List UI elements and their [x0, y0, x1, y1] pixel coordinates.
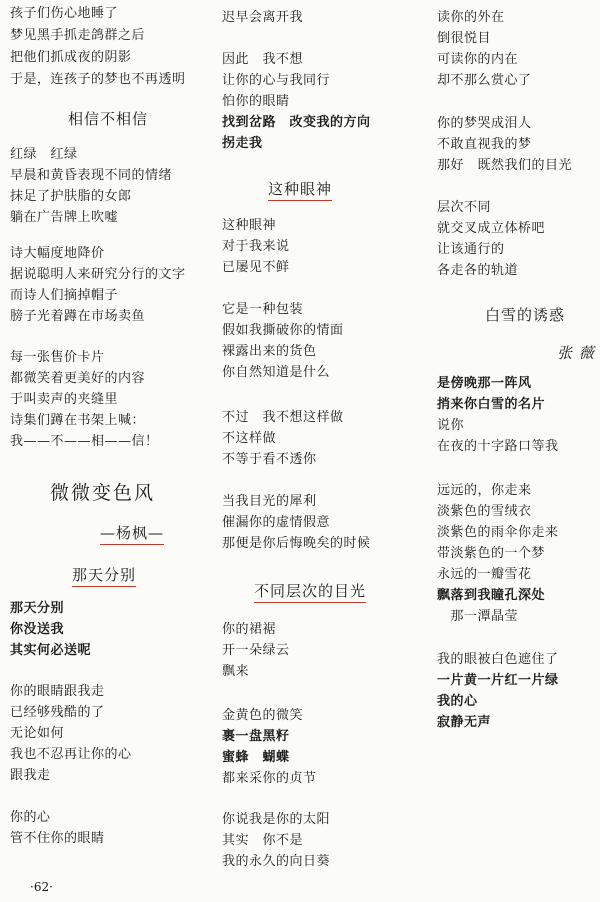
poem-line: 开一朵绿云 [222, 643, 290, 658]
poem-line: 因此 我不想 [222, 52, 304, 67]
poem-line: 当我目光的犀利 [222, 494, 317, 509]
poem-line: 诗大幅度地降价 [10, 246, 105, 261]
poem-line: 远远的，你走来 [437, 483, 532, 498]
poem-line: 诗集们蹲在书架上喊： [10, 413, 146, 428]
poem-line: 催漏你的虚情假意 [222, 515, 331, 530]
poem-line: 不等于看不透你 [222, 452, 317, 467]
page-number: ·62· [30, 880, 53, 894]
poem-line: 于叫卖声的夹缝里 [10, 392, 119, 407]
poem-line: 却不那么赏心了 [437, 73, 532, 88]
poem-line: 孩子们伤心地睡了 [10, 6, 119, 21]
poem-line: 你的心 [10, 810, 51, 825]
series-title: 微微变色风 [50, 482, 156, 504]
poem-line: 每一张售价卡片 [10, 350, 105, 365]
poem-line: 我的心 [437, 694, 478, 709]
poem-line: 裸露出来的货色 [222, 344, 317, 359]
poem-line: 这种眼神 [222, 218, 277, 233]
poem-line: 它是一种包装 [222, 302, 304, 317]
poem-line: 你说我是你的太阳 [222, 812, 331, 827]
poem-title: 那天分别 [72, 566, 136, 587]
poem-line: 你没送我 [10, 622, 65, 637]
poem-line: 那便是你后悔晚矣的时候 [222, 536, 371, 551]
poem-line: 一片黄一片红一片绿 [437, 673, 559, 688]
poem-line: 不敢直视我的梦 [437, 137, 532, 152]
poem-line: 找到岔路 改变我的方向 [222, 115, 371, 130]
poem-line: 把他们抓成夜的阴影 [10, 50, 132, 65]
poem-line: 是傍晚那一阵风 [437, 376, 532, 391]
poem-line: 于是，连孩子的梦也不再透明 [10, 72, 186, 87]
poem-line: 倒很悦目 [437, 31, 492, 46]
poem-line: 躺在广告牌上吹嘘 [10, 210, 119, 225]
poem-line: 那好 既然我们的目光 [437, 158, 573, 173]
poem-line: 永远的一瓣雪花 [437, 567, 532, 582]
poem-line: 抹足了护肤脂的女郎 [10, 189, 132, 204]
poem-line: 无论如何 [10, 726, 65, 741]
poem-line: 对于我来说 [222, 239, 290, 254]
poem-line: 让该通行的 [437, 242, 505, 257]
poem-line: 都来采你的贞节 [222, 771, 317, 786]
poem-line: 怕你的眼睛 [222, 94, 290, 109]
poem-line: 其实 你不是 [222, 833, 304, 848]
poem-title: 白雪的诱惑 [485, 306, 566, 324]
poem-line: 梦见黑手抓走鸽群之后 [10, 28, 146, 43]
poem-line: 早晨和黄昏表现不同的情绪 [10, 168, 173, 183]
poem-line: 飘来 [222, 664, 250, 679]
poem-line: 不这样做 [222, 431, 277, 446]
poem-line: 飘落到我瞳孔深处 [437, 588, 546, 603]
poem-line: 那一潭晶莹 [437, 609, 519, 624]
poem-line: 都微笑着更美好的内容 [10, 371, 146, 386]
poem-line: 而诗人们摘掉帽子 [10, 288, 119, 303]
poem-line: 说你 [437, 418, 465, 433]
poem-line: 已经够残酷的了 [10, 705, 105, 720]
poem-title: 相信不相信 [68, 110, 149, 128]
poem-line: 淡紫色的雪绒衣 [437, 504, 532, 519]
poem-line: 层次不同 [437, 200, 492, 215]
poem-line: 你的裙裾 [222, 622, 277, 637]
poem-line: 各走各的轨道 [437, 263, 519, 278]
poem-line: 那天分别 [10, 601, 65, 616]
poem-line: 捎来你白雪的名片 [437, 397, 546, 412]
poem-line: 你自然知道是什么 [222, 365, 331, 380]
poem-line: 带淡紫色的一个梦 [437, 546, 546, 561]
poem-line: 膀子光着蹲在市场卖鱼 [10, 309, 146, 324]
poem-line: 我的眼被白色遮住了 [437, 652, 559, 667]
poem-line: 裹一盘黑籽 [222, 729, 290, 744]
poem-line: 已屡见不鲜 [222, 260, 290, 275]
poem-line: 据说聪明人来研究分行的文字 [10, 267, 186, 282]
poem-line: 我的永久的向日葵 [222, 854, 331, 869]
poem-line: 金黄色的微笑 [222, 708, 304, 723]
poem-line: 管不住你的眼睛 [10, 831, 105, 846]
poem-line: 不过 我不想这样做 [222, 410, 344, 425]
poem-line: 淡紫色的雨伞你走来 [437, 525, 559, 540]
author-name: 张 薇 [557, 344, 595, 362]
poem-line: 迟早会离开我 [222, 10, 304, 25]
poem-line: 寂静无声 [437, 715, 492, 730]
poem-title: 这种眼神 [268, 180, 332, 201]
poem-line: 我——不——相——信！ [10, 434, 159, 449]
poem-line: 红绿 红绿 [10, 147, 78, 162]
poem-line: 假如我撕破你的情面 [222, 323, 344, 338]
poem-line: 我也不忍再让你的心 [10, 747, 132, 762]
poem-line: 你的梦哭成泪人 [437, 116, 532, 131]
poem-line: 其实何必送呢 [10, 643, 92, 658]
poem-line: 你的眼睛跟我走 [10, 684, 105, 699]
poem-line: 跟我走 [10, 768, 51, 783]
poem-line: 可读你的内在 [437, 52, 519, 67]
poem-line: 蜜蜂 蝴蝶 [222, 750, 290, 765]
author-name: —杨枫— [100, 524, 164, 545]
poem-title: 不同层次的目光 [254, 582, 366, 603]
poem-line: 拐走我 [222, 136, 263, 151]
poem-line: 就交叉成立体桥吧 [437, 221, 546, 236]
poem-line: 读你的外在 [437, 10, 505, 25]
poem-line: 让你的心与我同行 [222, 73, 331, 88]
poem-line: 在夜的十字路口等我 [437, 439, 559, 454]
